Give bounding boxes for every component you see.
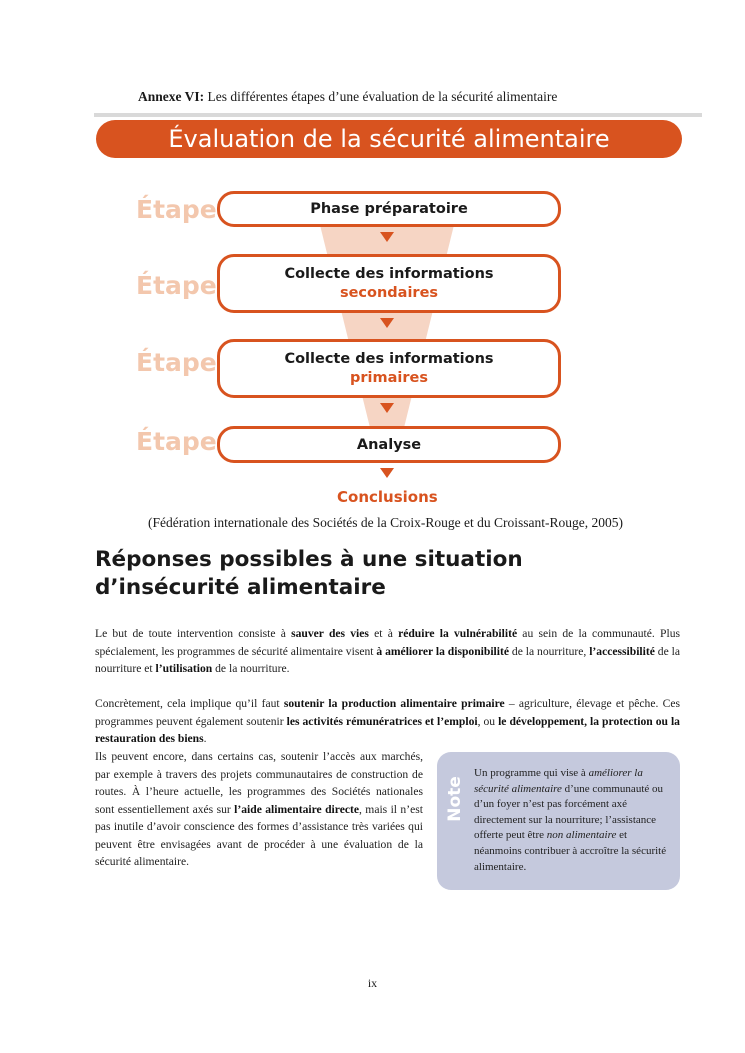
italic-run: améliorer la sécurité alimentaire [474,767,643,795]
section-title-line-1: Réponses possibles à une situation [95,547,523,572]
note-tag [443,772,467,826]
italic-run: non alimentaire [546,829,617,842]
page-number: ix [367,976,378,990]
bold-run: réduire la vulnérabilité [398,627,518,640]
step-subtitle: secondaires [339,285,439,301]
arrow-down-icon [380,403,394,413]
text-run: de la nourriture. [212,662,290,675]
bold-run: l’aide alimentaire directe [234,802,359,816]
text-run: et à [368,627,399,640]
section-title-line-2: d’insécurité alimentaire [95,575,386,600]
bold-run: l’accessibilité [589,644,655,658]
bold-run: les activités rémunératrices et l’emploi [286,714,478,728]
annex-text: Les différentes étapes d’une évaluation de la sécurité alimentaire [204,89,558,104]
bold-run: sauver des vies [291,627,369,640]
arrow-down-icon [380,232,394,242]
section-title [95,546,655,602]
step-title: Analyse [356,436,422,453]
text-run: – agriculture, élevage et pêche. Ces programmes peuvent également soutenir [95,697,680,728]
step-title: Phase préparatoire [310,201,468,217]
figure-source-caption: (Fédération internationale des Sociétés de la Croix-Rouge et du Croissant-Rouge, 2005) [148,515,624,530]
step-word: Étape [136,271,217,300]
text-run: Concrètement, cela implique qu’il faut [95,697,284,710]
text-run: , mais il n’est pas inutile d’avoir conscience des formes d’assistance très variées qui peuvent être envisagées avant de procéder à une évaluation de la sécurité alimentaire. [95,802,423,868]
assessment-figure [94,113,702,513]
arrow-down-icon [380,318,394,328]
text-run: de la nourriture et [95,644,680,675]
step-title: Collecte des informations [284,266,494,282]
note-text [474,766,670,875]
step-subtitle: primaires [350,370,428,386]
arrow-down-icon [380,468,394,478]
paragraph-concrete [95,695,680,748]
note-box [437,752,680,890]
paragraph-markets [95,748,423,871]
annex-heading [138,89,698,105]
bold-run: le développement, la protection ou la restauration des biens [95,714,680,745]
text-run: Le but de toute intervention consiste à [95,627,292,640]
paragraph-purpose [95,625,680,678]
step-title: Collecte des informations [284,351,494,367]
step-box-3 [217,339,561,398]
text-run: de la nourriture, [509,644,590,658]
bold-run: soutenir la production alimentaire primaire [283,697,505,710]
step-word: Étape [136,348,217,377]
step-box-1 [217,191,561,227]
text-run: et néanmoins contribuer à accroître la sécurité alimentaire. [474,829,667,873]
text-run: , ou [477,714,499,728]
bold-run: à améliorer la disponibilité [376,644,509,658]
text-run: Un programme qui vise à [474,767,589,779]
step-box-4 [217,426,561,463]
step-word: Étape [136,427,217,456]
step-box-2 [217,254,561,313]
bold-run: l’utilisation [155,662,213,675]
conclusions-label: Conclusions [337,488,438,506]
step-word: Étape [136,195,217,224]
note-tag-label: Note [445,776,466,822]
figure-title-banner: Évaluation de la sécurité alimentaire [96,120,682,158]
text-run: . [203,732,207,745]
text-run: au sein de la communauté. Plus spécialement, les programmes de sécurité alimentaire visent [95,627,681,658]
annex-label: Annexe VI: [138,89,205,104]
text-run: d’une communauté ou d’un foyer n’est pas forcément axé directement sur la nourriture; l’assistance offerte peut être [474,782,664,842]
text-run: Ils peuvent encore, dans certains cas, soutenir l’accès aux marchés, par exemple à travers des projets communautaires de construction de routes. À l’heure actuelle, les programmes des Sociétés nationales sont essentiellement axés sur [95,750,423,816]
